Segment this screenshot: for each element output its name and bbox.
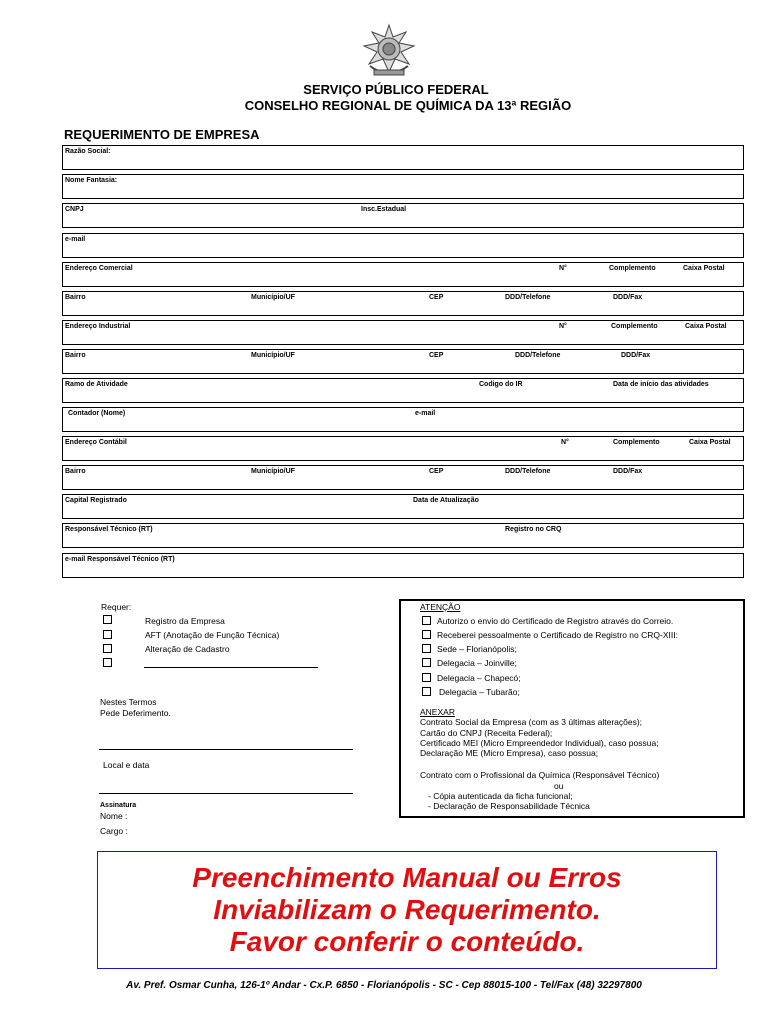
attention-option: Delegacia – Tubarão; <box>439 687 520 697</box>
checkbox-envio-correio[interactable] <box>422 616 431 625</box>
field-label: e-mail <box>415 410 436 417</box>
field-label: Caixa Postal <box>683 265 725 272</box>
field-bairro-industrial[interactable] <box>62 349 744 374</box>
name-label: Nome : <box>100 811 128 821</box>
field-label: N° <box>559 265 567 272</box>
terms-line-2: Pede Deferimento. <box>100 708 171 718</box>
field-label: Município/UF <box>251 468 295 475</box>
field-label: Complemento <box>609 265 656 272</box>
field-label: CNPJ <box>65 206 84 213</box>
annex-subitem: - Cópia autenticada da ficha funcional; <box>428 791 573 801</box>
attention-option: Delegacia – Chapecó; <box>437 673 521 683</box>
notice-line-3: Favor conferir o conteúdo. <box>229 926 585 957</box>
brazil-coat-of-arms-icon <box>358 22 420 80</box>
field-label: e-mail <box>65 236 86 243</box>
field-label: DDD/Fax <box>613 294 643 301</box>
field-email-rt[interactable] <box>62 553 744 578</box>
signature-line[interactable] <box>99 793 353 794</box>
field-label: Bairro <box>65 352 86 359</box>
field-cnpj-insc[interactable] <box>62 203 744 228</box>
form-title: REQUERIMENTO DE EMPRESA <box>64 127 260 142</box>
option-label: Alteração de Cadastro <box>145 644 230 654</box>
field-label: Responsável Técnico (RT) <box>65 526 153 533</box>
field-label: Nome Fantasia: <box>65 177 118 184</box>
request-label: Requer: <box>101 602 132 612</box>
annex-subitem: - Declaração de Responsabilidade Técnica <box>428 801 590 811</box>
field-label: DDD/Fax <box>613 468 643 475</box>
field-label: Município/UF <box>251 352 295 359</box>
attention-option: Receberei pessoalmente o Certificado de Registro no CRQ-XIII: <box>437 630 678 640</box>
field-label: CEP <box>429 468 444 475</box>
attention-option: Sede – Florianópolis; <box>437 644 517 654</box>
field-capital-registrado[interactable] <box>62 494 744 519</box>
field-endereco-contabil[interactable] <box>62 436 744 461</box>
annex-item: Contrato Social da Empresa (com as 3 últimas alterações); <box>420 717 643 727</box>
annex-item: Declaração ME (Micro Empresa), caso possua; <box>420 748 599 758</box>
attention-title: ATENÇÃO <box>420 602 461 612</box>
signature-label: Assinatura <box>100 802 137 809</box>
checkbox-alteracao-cadastro[interactable] <box>103 644 112 653</box>
field-label: DDD/Telefone <box>505 294 551 301</box>
field-label: CEP <box>429 352 444 359</box>
checkbox-delegacia-tubarao[interactable] <box>422 687 431 696</box>
terms-line-1: Nestes Termos <box>100 697 157 707</box>
field-label: Endereço Contábil <box>65 439 127 446</box>
field-label: Codigo do IR <box>479 381 523 388</box>
field-responsavel-tecnico[interactable] <box>62 523 744 548</box>
field-label: CEP <box>429 294 444 301</box>
field-label: Data de início das atividades <box>613 381 709 388</box>
field-razao-social[interactable] <box>62 145 744 170</box>
warning-notice <box>97 851 717 969</box>
checkbox-aft[interactable] <box>103 630 112 639</box>
notice-line-1: Preenchimento Manual ou Erros <box>192 862 622 893</box>
attention-box <box>399 599 745 818</box>
annex-contract: Contrato com o Profissional da Química (Responsável Técnico) <box>420 770 660 780</box>
field-label: DDD/Fax <box>621 352 651 359</box>
field-endereco-industrial[interactable] <box>62 320 744 345</box>
field-label: N° <box>561 439 569 446</box>
field-label: N° <box>559 323 567 330</box>
checkbox-receber-pessoalmente[interactable] <box>422 630 431 639</box>
field-contador[interactable] <box>62 407 744 432</box>
field-label: DDD/Telefone <box>515 352 561 359</box>
attention-option: Autorizo o envio do Certificado de Registro através do Correio. <box>437 616 674 626</box>
footer-address: Av. Pref. Osmar Cunha, 126-1º Andar - Cx.P. 6850 - Florianópolis - SC - Cep 88015-100 - Tel/Fax (48) 32297800 <box>126 980 642 991</box>
field-label: Bairro <box>65 468 86 475</box>
field-label: Município/UF <box>251 294 295 301</box>
field-label: Insc.Estadual <box>361 206 407 213</box>
field-label: Caixa Postal <box>685 323 727 330</box>
field-label: Endereço Comercial <box>65 265 133 272</box>
field-label: e-mail Responsável Técnico (RT) <box>65 556 175 563</box>
local-date-line[interactable] <box>99 749 353 750</box>
role-label: Cargo : <box>100 826 128 836</box>
attention-option: Delegacia – Joinville; <box>437 658 517 668</box>
field-label: Registro no CRQ <box>505 526 562 533</box>
option-label: Registro da Empresa <box>145 616 225 626</box>
checkbox-sede-florianopolis[interactable] <box>422 644 431 653</box>
field-label: Endereço Industrial <box>65 323 131 330</box>
field-label: DDD/Telefone <box>505 468 551 475</box>
annex-item: Cartão do CNPJ (Receita Federal); <box>420 728 553 738</box>
field-label: Complemento <box>613 439 660 446</box>
field-label: Razão Social: <box>65 148 111 155</box>
field-bairro-comercial[interactable] <box>62 291 744 316</box>
annex-or: ou <box>554 781 564 791</box>
header-line-1: SERVIÇO PÚBLICO FEDERAL <box>303 82 489 97</box>
field-label: Contador (Nome) <box>68 410 126 417</box>
field-label: Complemento <box>611 323 658 330</box>
field-endereco-comercial[interactable] <box>62 262 744 287</box>
checkbox-delegacia-joinville[interactable] <box>422 658 431 667</box>
checkbox-registro-empresa[interactable] <box>103 615 112 624</box>
field-label: Capital Registrado <box>65 497 127 504</box>
field-label: Caixa Postal <box>689 439 731 446</box>
checkbox-delegacia-chapeco[interactable] <box>422 673 431 682</box>
local-date-label: Local e data <box>103 760 150 770</box>
other-option-line[interactable] <box>144 667 318 668</box>
field-nome-fantasia[interactable] <box>62 174 744 199</box>
field-label: Data de Atualização <box>413 497 479 504</box>
header-line-2: CONSELHO REGIONAL DE QUÍMICA DA 13ª REGIÃO <box>244 98 572 113</box>
checkbox-other[interactable] <box>103 658 112 667</box>
annex-item: Certificado MEI (Micro Empreendedor Individual), caso possua; <box>420 738 659 748</box>
notice-line-2: Inviabilizam o Requerimento. <box>213 894 601 925</box>
field-bairro-contabil[interactable] <box>62 465 744 490</box>
option-label: AFT (Anotação de Função Técnica) <box>145 630 280 640</box>
field-label: Bairro <box>65 294 86 301</box>
field-email[interactable] <box>62 233 744 258</box>
annex-title: ANEXAR <box>420 707 455 717</box>
field-label: Ramo de Atividade <box>65 381 128 388</box>
field-ramo-atividade[interactable] <box>62 378 744 403</box>
